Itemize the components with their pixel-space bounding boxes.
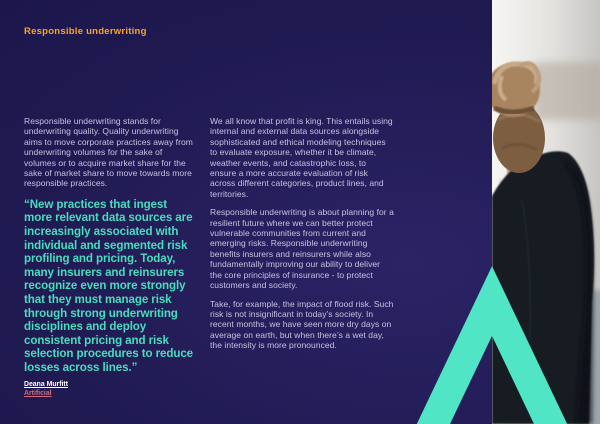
body-paragraph: Responsible underwriting is about planning for a resilient future where we can better protect vulnerable communities from current and emerging risks. Responsible underwriting benefits insurers and reinsurers while also fundamentally improving our ability to deliver the core principles of insurance - to protect customers and society. <box>210 207 394 291</box>
intro-paragraph: Responsible underwriting stands for underwriting quality. Quality underwriting aims to move corporate practices away from underwriting volumes for the sake of volumes or to acquire market share for the sake of market share to move towards more responsible practices. <box>24 116 193 189</box>
page-title: Responsible underwriting <box>24 26 147 37</box>
photo-woman-from-behind <box>492 0 600 424</box>
quote-attribution <box>24 380 196 399</box>
left-column <box>24 116 196 399</box>
body-paragraph: Take, for example, the impact of flood risk. Such risk is not insignificant in today’s society. In recent months, we have seen more dry days on average on earth, but when there’s a wet day, the intensity is more pronounced. <box>210 298 394 351</box>
author-organization-link[interactable]: Artificial <box>24 390 52 398</box>
pull-quote: “New practices that ingest more relevant data sources are increasingly associated with individual and segmented risk profiling and pricing. Today, many insurers and reinsurers recognize even more strongly that they must manage risk through strong underwriting disciplines and deploy consistent pricing and risk selection procedures to reduce losses across lines.” <box>24 197 194 374</box>
author-name-link[interactable]: Deana Murfitt <box>24 380 69 388</box>
body-paragraph: We all know that profit is king. This entails using internal and external data sources alongside sophisticated and ethical modeling techniques to evaluate exposure, whether it be climate, weather events, and catastrophic loss, to ensure a more accurate evaluation of risk across different categories, product lines, and territories. <box>210 116 393 199</box>
right-column <box>210 116 394 359</box>
